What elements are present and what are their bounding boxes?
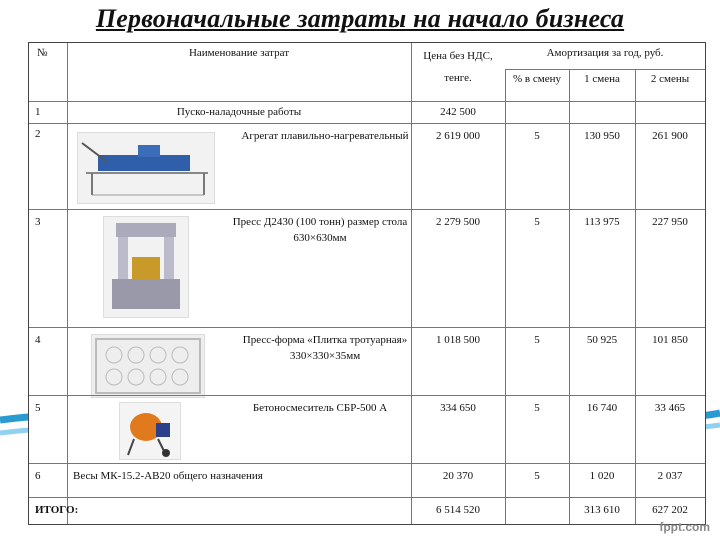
row-pct: 5 — [534, 130, 540, 142]
table-row — [29, 327, 705, 362]
row-pct: 5 — [534, 334, 540, 346]
row-shift2: 33 465 — [654, 402, 686, 414]
press-photo — [103, 216, 189, 318]
row-name: Агрегат плавильно-нагревательный — [241, 130, 409, 142]
row-shift1: 113 975 — [584, 216, 620, 228]
row-shift2: 101 850 — [652, 334, 688, 346]
total-row — [29, 497, 705, 516]
row-price: 20 370 — [442, 470, 474, 482]
total-price: 6 514 520 — [436, 504, 480, 516]
row-shift2: 261 900 — [652, 130, 688, 142]
row-price: 2 279 500 — [436, 216, 480, 228]
header-shift2: 2 смены — [650, 73, 690, 85]
table-row — [29, 209, 705, 244]
table-row — [29, 463, 705, 482]
row-num: 2 — [35, 128, 41, 140]
row-price: 334 650 — [440, 402, 476, 414]
header-pct: % в смену — [513, 73, 561, 85]
row-shift2: 2 037 — [657, 470, 683, 482]
row-shift1: 16 740 — [586, 402, 618, 414]
row-pct: 5 — [534, 402, 540, 414]
watermark: fppt.com — [659, 520, 710, 534]
row-name: Весы МК-15.2-АВ20 общего назначения — [73, 470, 263, 482]
row-pct: 5 — [534, 470, 540, 482]
mold-photo — [91, 334, 205, 398]
table-row — [29, 123, 705, 142]
header-subdivider — [505, 69, 705, 70]
row-pct: 5 — [534, 216, 540, 228]
cost-table — [28, 42, 706, 525]
header-num: № — [37, 47, 48, 59]
row-price: 1 018 500 — [436, 334, 480, 346]
row-name: Пресс-форма «Плитка тротуарная» 330×330×35мм — [242, 334, 408, 362]
row-shift2: 227 950 — [652, 216, 688, 228]
row-price: 2 619 000 — [436, 130, 480, 142]
header-price: Цена без НДС, тенге. — [423, 50, 493, 84]
row-num: 6 — [35, 470, 41, 482]
row-price: 242 500 — [440, 106, 476, 118]
row-shift1: 130 950 — [584, 130, 620, 142]
row-num: 1 — [35, 106, 41, 118]
table-row — [29, 395, 705, 414]
total-shift2: 627 202 — [652, 504, 688, 516]
mixer-photo — [119, 402, 181, 460]
header-amortization: Амортизация за год, руб. — [546, 47, 664, 59]
page-title: Первоначальные затраты на начало бизнеса — [95, 4, 625, 33]
total-shift1: 313 610 — [584, 504, 620, 516]
header-name: Наименование затрат — [188, 47, 290, 59]
row-num: 5 — [35, 402, 41, 414]
row-shift1: 1 020 — [589, 470, 615, 482]
total-label: ИТОГО: — [35, 504, 79, 516]
row-num: 3 — [35, 216, 41, 228]
header-shift1: 1 смена — [584, 73, 620, 85]
row-name: Бетоносмеситель СБР-500 А — [252, 402, 388, 414]
row-shift1: 50 925 — [586, 334, 618, 346]
melting-unit-photo — [77, 132, 215, 204]
row-name: Пресс Д2430 (100 тонн) размер стола 630×630мм — [232, 216, 408, 244]
table-row — [29, 101, 705, 118]
row-name: Пуско-наладочные работы — [176, 106, 302, 118]
row-num: 4 — [35, 334, 41, 346]
